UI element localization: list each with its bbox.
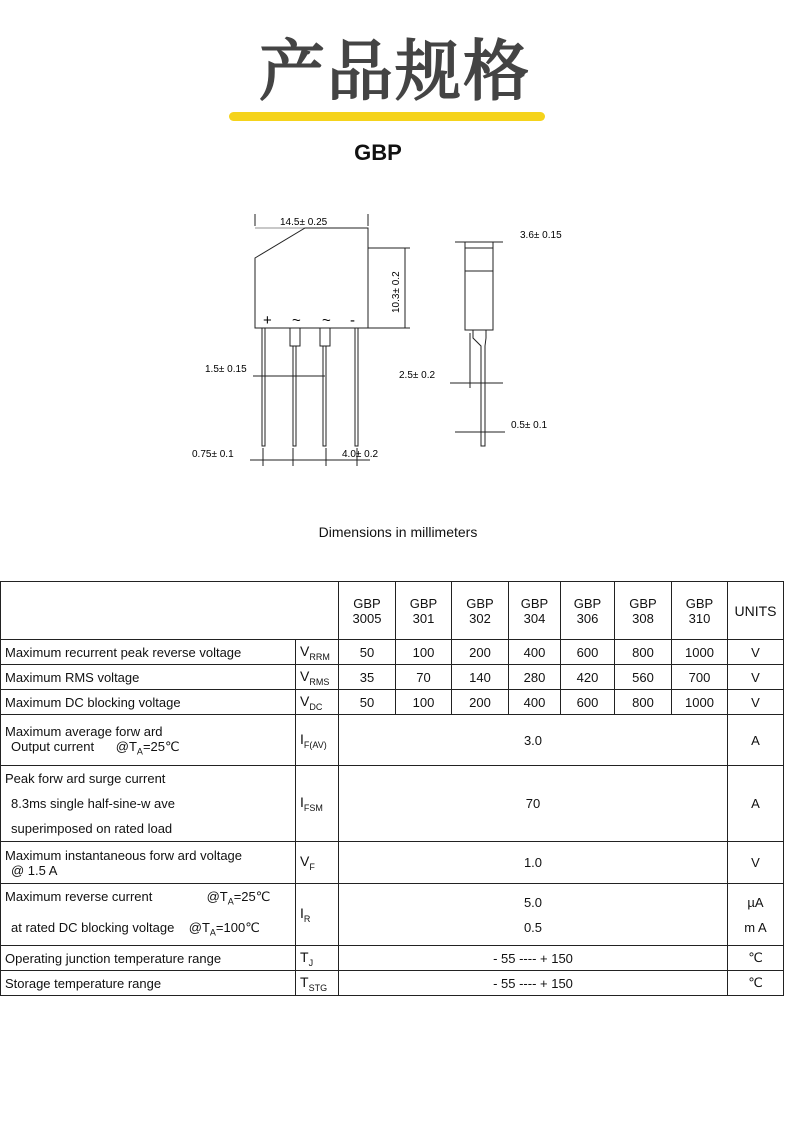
value-cell: 420 <box>561 665 615 690</box>
value-cell: 400 <box>509 640 561 665</box>
pin-ac2-label: ~ <box>322 312 331 329</box>
dim-pin-width-label: 1.5± 0.15 <box>205 364 247 375</box>
table-row-vdc <box>1 690 784 715</box>
dim-pin-offset-label: 2.5± 0.2 <box>399 370 436 381</box>
param-symbol: $V_{DC}$ <box>296 690 339 715</box>
model-header: GBP 302 <box>452 582 509 640</box>
package-outline-drawing <box>185 208 605 478</box>
unit-cell: V <box>728 640 784 665</box>
table-row-ifsm <box>1 766 784 842</box>
value-cell: 600 <box>561 640 615 665</box>
value-cell: 600 <box>561 690 615 715</box>
value-cell: 3.0 <box>339 715 728 766</box>
diagram-caption: Dimensions in millimeters <box>318 524 478 540</box>
unit-cell: V <box>728 665 784 690</box>
param-desc: Maximum instantaneous forw ard voltage @ 1.5 A <box>1 842 296 884</box>
dim-lead-gap-label: 0.75± 0.1 <box>192 449 234 460</box>
model-header: GBP 310 <box>672 582 728 640</box>
param-symbol: $I_R$ <box>296 884 339 946</box>
units-header: UNITS <box>728 582 784 640</box>
param-symbol: $T_{STG}$ <box>296 971 339 996</box>
header-blank-cell <box>1 582 339 640</box>
unit-cell: ℃ <box>728 971 784 996</box>
lead-3 <box>323 346 326 446</box>
unit-cell: A <box>728 715 784 766</box>
title-underline-bar <box>229 112 545 121</box>
value-cell: 1.0 <box>339 842 728 884</box>
model-header: GBP 308 <box>615 582 672 640</box>
page-title: 产品规格 <box>259 33 531 110</box>
value-cell: 200 <box>452 640 509 665</box>
unit-cell: µA m A <box>728 884 784 946</box>
dim-pitch-label: 4.0± 0.2 <box>342 449 379 460</box>
param-desc: Maximum recurrent peak reverse voltage <box>1 640 296 665</box>
param-symbol: $T_J$ <box>296 946 339 971</box>
lead-3-shoulder <box>320 328 330 346</box>
side-view-body <box>465 248 493 330</box>
model-header: GBP 3005 <box>339 582 396 640</box>
value-cell: 1000 <box>672 640 728 665</box>
pin-plus-label: + <box>263 312 272 329</box>
value-cell: - 55 ---- + 150 <box>339 946 728 971</box>
param-desc: Maximum RMS voltage <box>1 665 296 690</box>
unit-cell: ℃ <box>728 946 784 971</box>
value-cell: 70 <box>339 766 728 842</box>
value-cell: 1000 <box>672 690 728 715</box>
value-cell: - 55 ---- + 150 <box>339 971 728 996</box>
dim-height-label: 10.3± 0.2 <box>391 271 402 313</box>
value-cell: 280 <box>509 665 561 690</box>
table-row-ifav <box>1 715 784 766</box>
param-symbol: $I_{F(AV)}$ <box>296 715 339 766</box>
lead-2 <box>293 346 296 446</box>
package-name: GBP <box>354 140 402 165</box>
param-desc: Storage temperature range <box>1 971 296 996</box>
header-row <box>1 582 784 640</box>
value-cell: 800 <box>615 640 672 665</box>
param-symbol: $I_{FSM}$ <box>296 766 339 842</box>
value-cell: 35 <box>339 665 396 690</box>
unit-cell: V <box>728 842 784 884</box>
dim-thickness-label: 3.6± 0.15 <box>520 230 562 241</box>
value-cell: 70 <box>396 665 452 690</box>
param-desc: Operating junction temperature range <box>1 946 296 971</box>
lead-2-shoulder <box>290 328 300 346</box>
lead-1 <box>262 328 265 446</box>
value-cell: 100 <box>396 690 452 715</box>
value-cell: 5.0 0.5 <box>339 884 728 946</box>
pin-ac1-label: ~ <box>292 312 301 329</box>
param-desc: Maximum DC blocking voltage <box>1 690 296 715</box>
pin-minus-label: - <box>350 312 355 329</box>
value-cell: 50 <box>339 690 396 715</box>
model-header: GBP 306 <box>561 582 615 640</box>
param-symbol: $V_{RMS}$ <box>296 665 339 690</box>
table-row-vrms <box>1 665 784 690</box>
unit-cell: V <box>728 690 784 715</box>
dim-width-label: 14.5± 0.25 <box>280 217 328 228</box>
param-desc: Maximum average forw ard Output current $@T_A=25℃$ <box>1 715 296 766</box>
value-cell: 50 <box>339 640 396 665</box>
dim-lead-label: 0.5± 0.1 <box>511 420 548 431</box>
param-desc: Peak forw ard surge current 8.3ms single half-sine-w ave superimposed on rated load <box>1 766 296 842</box>
value-cell: 800 <box>615 690 672 715</box>
table-row-tj <box>1 946 784 971</box>
table-row-vrrm <box>1 640 784 665</box>
table-row-ir <box>1 884 784 946</box>
table-row-tstg <box>1 971 784 996</box>
param-symbol: $V_F$ <box>296 842 339 884</box>
model-header: GBP 304 <box>509 582 561 640</box>
value-cell: 700 <box>672 665 728 690</box>
table-row-vf <box>1 842 784 884</box>
value-cell: 400 <box>509 690 561 715</box>
model-header: GBP 301 <box>396 582 452 640</box>
lead-4 <box>355 328 358 446</box>
value-cell: 100 <box>396 640 452 665</box>
value-cell: 560 <box>615 665 672 690</box>
param-desc: Maximum reverse current $@T_A=25℃$ at rated DC blocking voltage $@T_A=100℃$ <box>1 884 296 946</box>
value-cell: 200 <box>452 690 509 715</box>
param-symbol: $V_{RRM}$ <box>296 640 339 665</box>
unit-cell: A <box>728 766 784 842</box>
spec-table <box>0 581 784 996</box>
value-cell: 140 <box>452 665 509 690</box>
